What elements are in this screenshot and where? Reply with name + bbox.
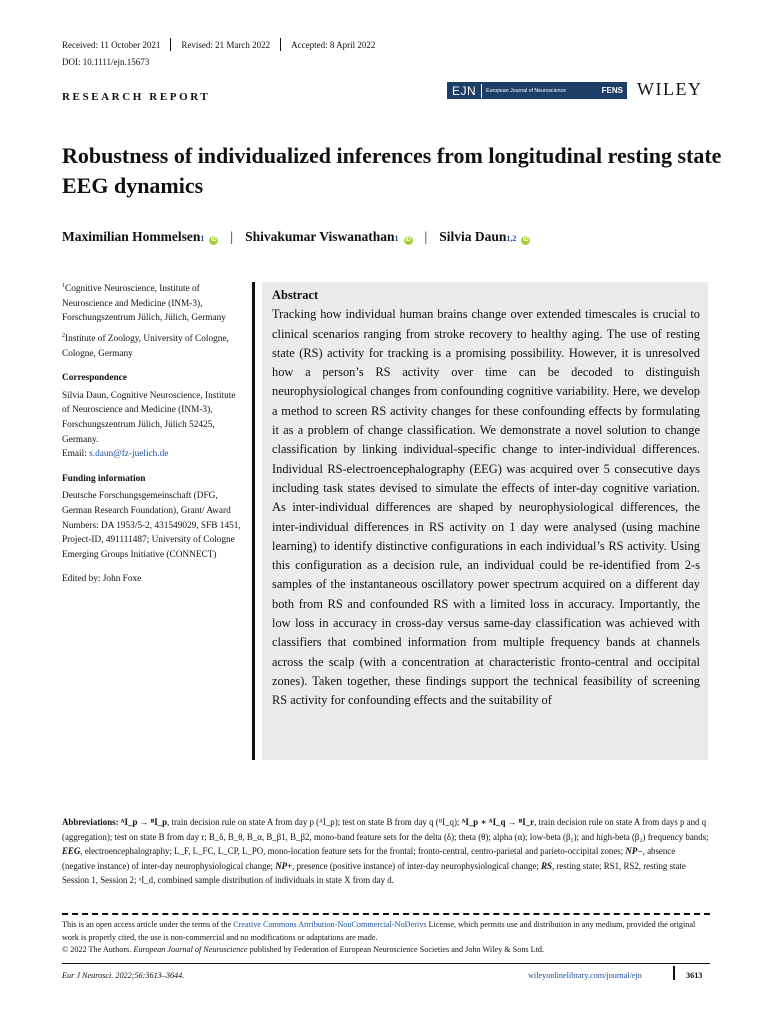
journal-logo[interactable]	[447, 82, 627, 99]
affiliation-1	[62, 279, 242, 326]
abbreviations	[62, 815, 710, 888]
abbrev-text: , electroencephalography; L_F, L_FC, L_CP, L_PO, mono-location feature sets for the frontal; fronto-central, centro-parietal and parieto-occipital zones;	[80, 846, 626, 857]
funding-heading: Funding information	[62, 473, 146, 484]
date-divider	[170, 38, 171, 51]
affiliation-2	[62, 329, 242, 361]
revised-date: Revised: 21 March 2022	[181, 39, 271, 50]
abbrev-term: EEG	[62, 846, 81, 857]
page-number: 3613	[686, 971, 703, 980]
ejn-mark: EJN	[447, 84, 482, 98]
footer-rule	[62, 963, 710, 964]
abstract-text: Tracking how individual human brains change over extended timescales is crucial to clinical scenarios ranging from stroke recovery to healthy aging. The use of resting state (RS) activity for tracking is a promising possibility. However, it is unresolved how a person’s RS activity over time can be decoded to distinguish neurophysiological changes from confounding cognitive variability. Here, we develop a method to screen RS activity changes for these confounding effects by formulating it as a problem of change classification. We demonstrate a novel solution to change classification by linking individual-specific change to inter-individual differences. Individual RS-electroencephalography (EEG) was acquired over 5 consecutive days including task states devised to simulate the effects of inter-day cognitive variation. As inter-individual differences are shaped by neurophysiological differences, the inter-individual differences in RS activity on 1 day were analysed (using machine learning) to identify distinctive configurations in each individual’s RS activity. Using this configuration as a decision rule, an individual could be re-identified from 2-s samples of the instantaneous oscillatory power spectrum acquired on a different day both from RS and confounded RS with a limited loss in accuracy. Importantly, the low loss in accuracy in cross-day versus same-day classification was achieved with classifiers that combined information from multiple frequency bands at channels across the scalp (with a concentration at characteristic fronto-central and occipital zones). Taken together, these findings support the technical feasibility of screening RS activity for confounding effects and the suitability of	[272, 307, 700, 708]
abbrev-term: RS	[541, 860, 552, 871]
license-text: License, which permits use and distribution in any medium, provided the original work is properly cited, the use is non-commercial and no modifications or adaptations are made.	[62, 920, 696, 942]
abbreviations-label: Abbreviations:	[62, 817, 119, 827]
abstract-heading: Abstract	[272, 288, 319, 302]
journal-citation: Eur J Neurosci. 2022;56:3613–3644.	[62, 971, 185, 980]
accepted-date: Accepted: 8 April 2022	[291, 39, 376, 50]
author-separator: |	[230, 229, 234, 244]
dashed-divider	[62, 913, 710, 915]
journal-url[interactable]: wileyonlinelibrary.com/journal/ejn	[528, 971, 642, 980]
correspondence-address: Silvia Daun, Cognitive Neuroscience, Institute of Neuroscience and Medicine (INM-3), Forschungszentrum Jülich, Jülich 52425, Germany.	[62, 390, 236, 445]
affiliation-text: Institute of Zoology, University of Cologne, Cologne, Germany	[62, 333, 229, 359]
doi[interactable]: DOI: 10.1111/ejn.15673	[62, 57, 150, 67]
orcid-icon[interactable]: iD	[405, 237, 412, 243]
abstract	[272, 286, 700, 711]
email-label: Email:	[62, 449, 90, 460]
license-notice	[62, 919, 710, 957]
fens-logo: FENS	[601, 86, 623, 95]
article-title: Robustness of individualized inferences from longitudinal resting state EEG dynamics	[62, 143, 722, 198]
copyright-journal: European Journal of Neuroscience	[133, 945, 248, 955]
journal-name: European Journal of Neuroscience	[486, 87, 567, 94]
orcid-icon[interactable]: iD	[210, 237, 217, 243]
copyright-text: published by Federation of European Neuroscience Societies and John Wiley & Sons Ltd.	[247, 945, 545, 955]
article-dates	[62, 38, 375, 51]
section-label: RESEARCH REPORT	[62, 91, 211, 103]
orcid-icon[interactable]: iD	[522, 237, 529, 243]
page-divider	[673, 966, 675, 980]
affiliation-text: Cognitive Neuroscience, Institute of Neuroscience and Medicine (INM-3), Forschungszentrum Jülich, Jülich, Germany	[62, 284, 226, 324]
received-date: Received: 11 October 2021	[62, 39, 161, 50]
abbrev-text: , absence (negative instance) of inter-day neurophysiological change;	[62, 846, 676, 871]
abbrev-text: , train decision rule on state A from day p (ᴬI_p); test on state B from day q (ᴮI_q);	[167, 817, 462, 827]
author-list	[62, 229, 530, 245]
abbrev-text: , train decision rule on state A from days p and q (aggregation); test on state B from day r; B_δ, B_θ, B_α, B_β1, B_β2, mono-band feature sets for the delta (δ); theta (θ); alpha (α); low-beta (β₁); and high-beta (β₂) frequency bands;	[62, 817, 709, 842]
license-text: This is an open access article under the terms of the	[62, 920, 234, 929]
abbrev-term: NP+	[275, 860, 293, 871]
author-name[interactable]: Maximilian Hommelsen	[62, 229, 201, 244]
correspondence-text	[62, 389, 242, 462]
author-affiliation: 1	[394, 234, 399, 243]
author-separator: |	[424, 229, 428, 244]
abbrev-term: NP−	[625, 846, 643, 857]
abstract-rule	[252, 282, 255, 760]
author-affiliation: 1,2	[506, 234, 517, 243]
copyright-text: © 2022 The Authors.	[62, 945, 134, 955]
author-name[interactable]: Shivakumar Viswanathan	[245, 229, 395, 244]
abbrev-term: ᴬI_p ∗ ᴬI_q → ᴮI_r	[461, 817, 535, 827]
correspondence-heading: Correspondence	[62, 373, 127, 384]
author-affiliation: 1	[200, 234, 205, 243]
abbrev-text: , resting state; RS1, RS2, resting state Session 1, Session 2; ˣI_d, combined sample distribution of individuals in state X from day d.	[62, 860, 686, 886]
edited-by: Edited by: John Foxe	[62, 574, 142, 585]
article-sidebar	[62, 279, 242, 590]
email-link[interactable]: s.daun@fz-juelich.de	[89, 449, 169, 460]
abbrev-term: ᴬI_p → ᴮI_p	[120, 817, 168, 827]
affiliation-number: 1	[62, 283, 65, 289]
date-divider	[280, 38, 281, 51]
abbrev-text: , presence (positive instance) of inter-day neurophysiological change;	[292, 860, 542, 871]
publisher-logo[interactable]: WILEY	[637, 79, 703, 99]
affiliation-number: 2	[62, 332, 65, 339]
author-name[interactable]: Silvia Daun	[439, 229, 507, 244]
license-link[interactable]: Creative Commons Attribution-NonCommercial-NoDerivs	[233, 920, 427, 929]
funding-text: Deutsche Forschungsgemeinschaft (DFG, German Research Foundation), Grant/ Award Numbers: DA 1953/5-2, 431549029, SFB 1451, Project-ID, 491111487; University of Cologne Emerging Groups Initiative (CONNECT)	[62, 491, 241, 560]
